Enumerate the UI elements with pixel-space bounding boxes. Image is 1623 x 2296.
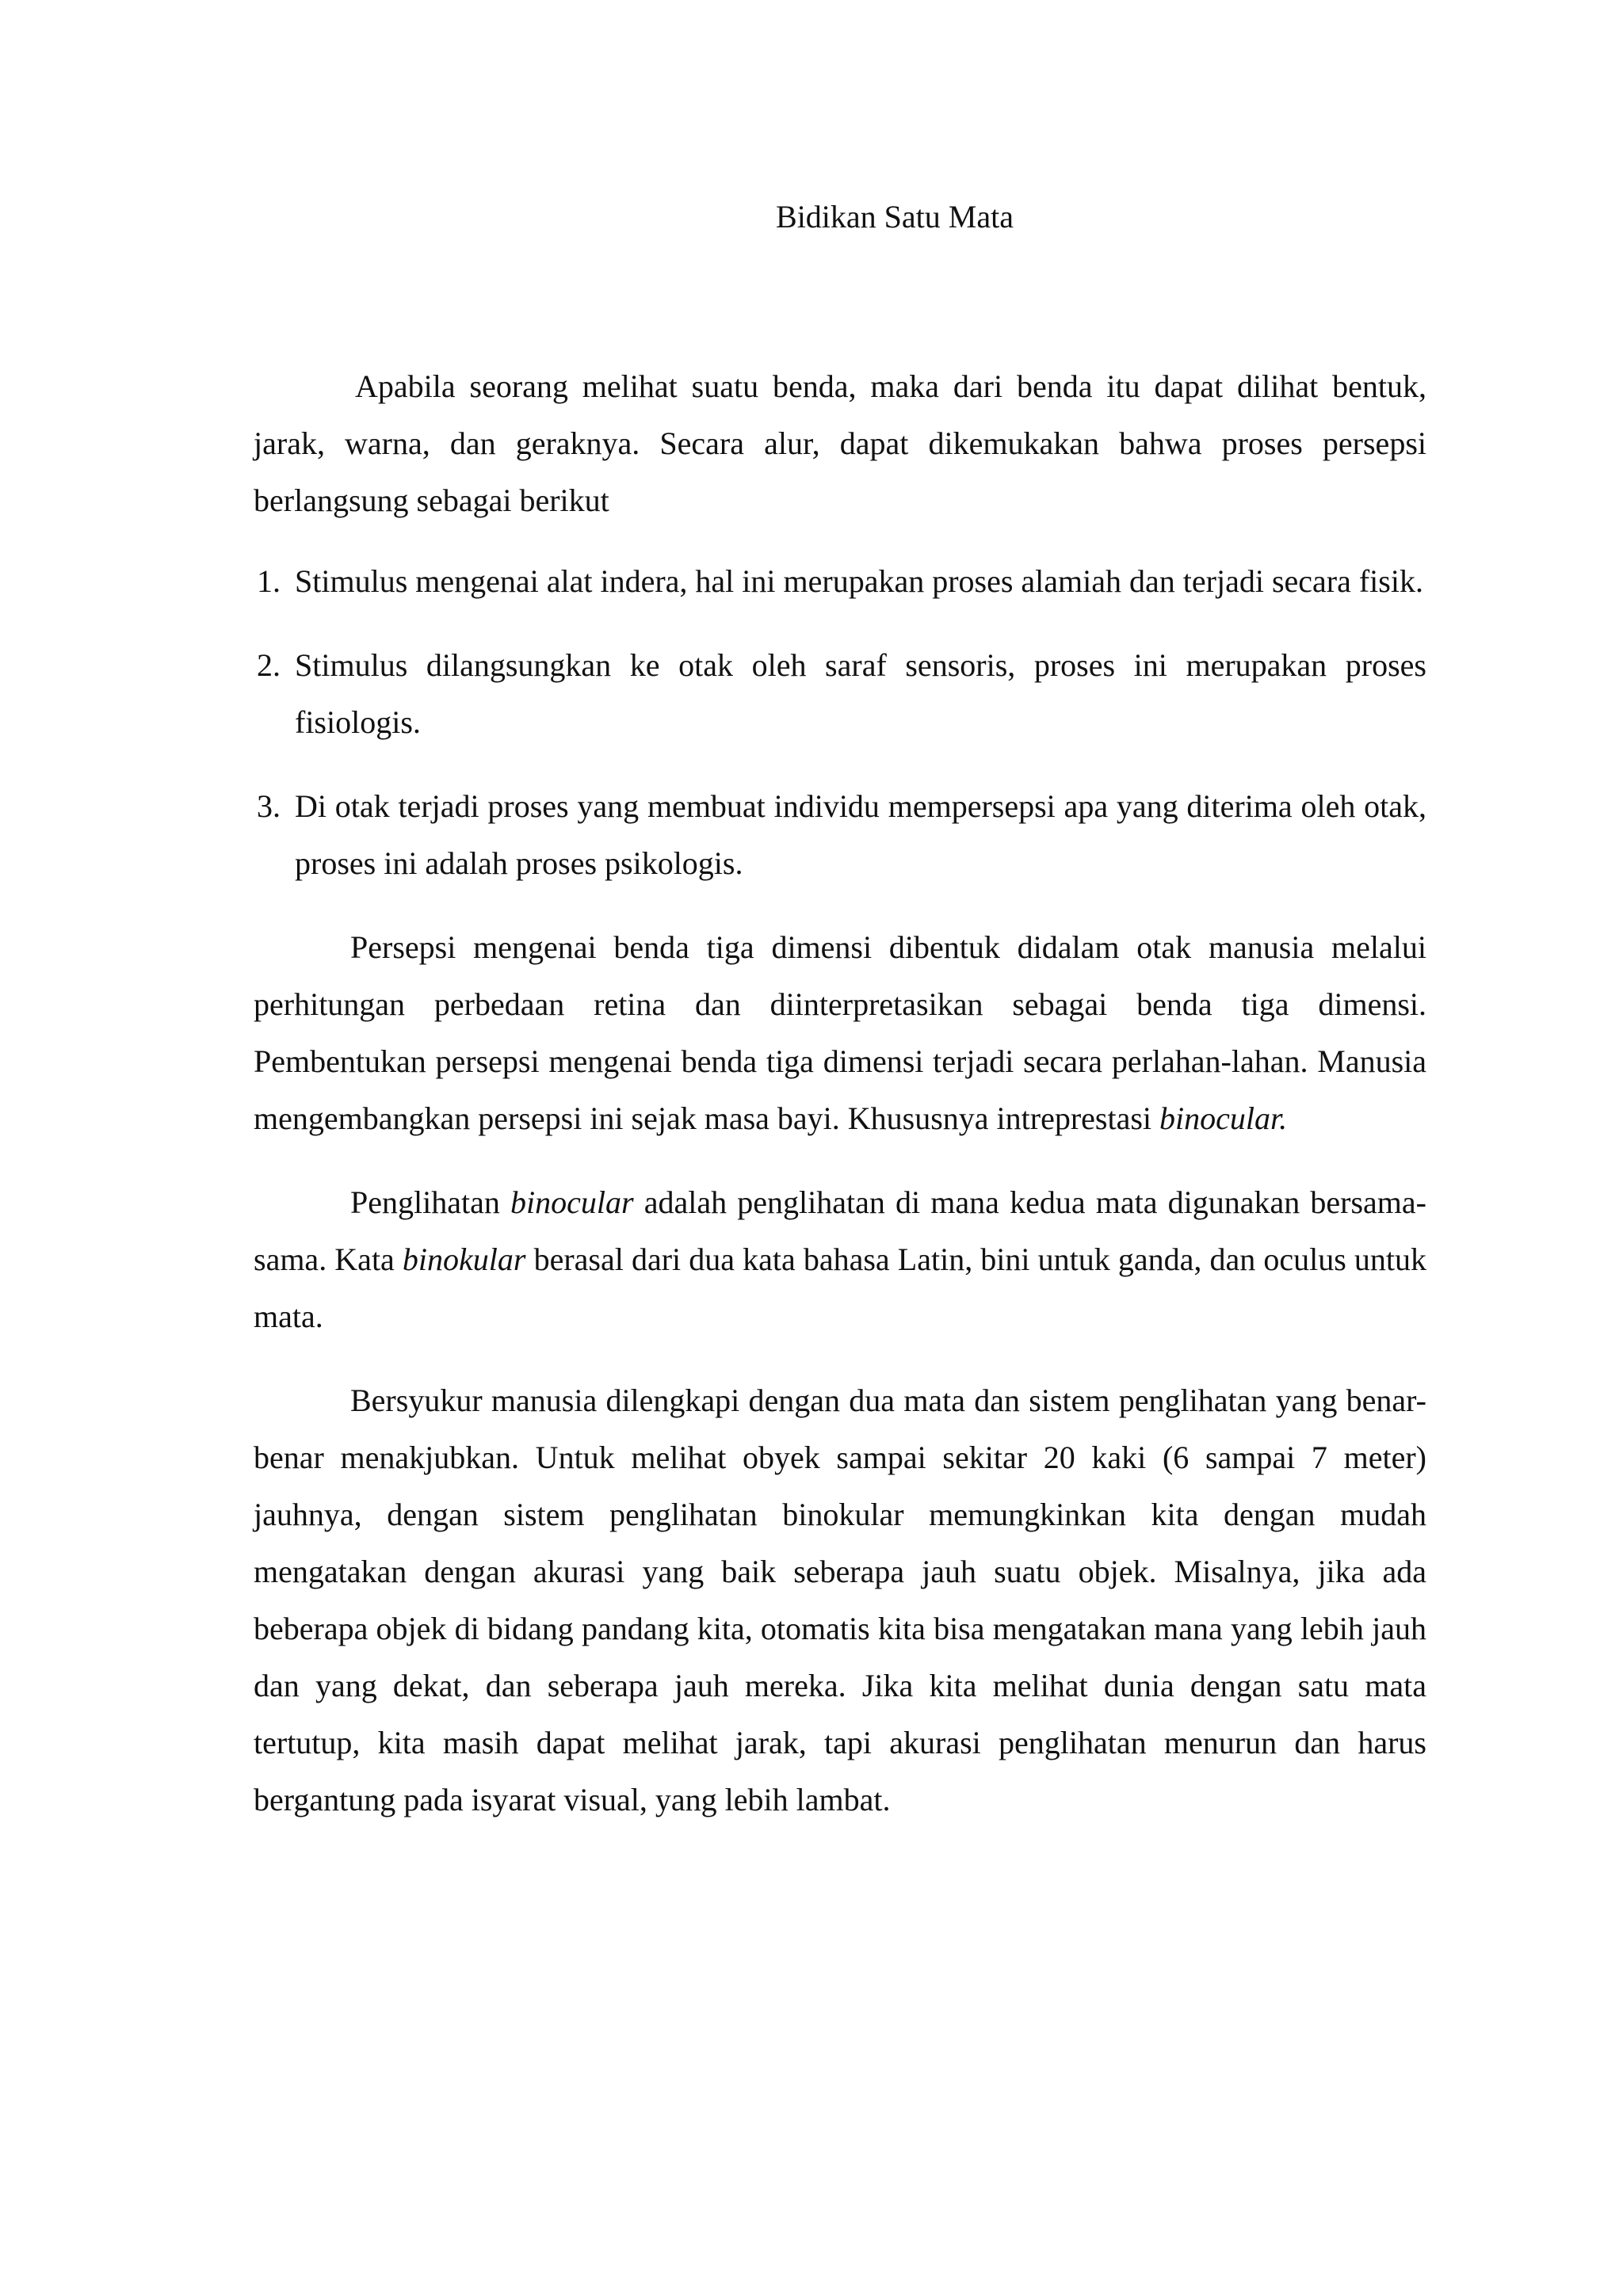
gratitude-paragraph: Bersyukur manusia dilengkapi dengan dua mata dan sistem penglihatan yang benar-benar menakjubkan. Untuk melihat obyek sampai sekitar 20 kaki (6 sampai 7 meter) jauhnya, dengan sistem penglihatan binokular memungkinkan kita dengan mudah mengatakan dengan akurasi yang baik seberapa jauh suatu objek. Misalnya, jika ada beberapa objek di bidang pandang kita, otomatis kita bisa mengatakan mana yang lebih jauh dan yang dekat, dan seberapa jauh mereka. Jika kita melihat dunia dengan satu mata tertutup, kita masih dapat melihat jarak, tapi akurasi penglihatan menurun dan harus bergantung pada isyarat visual, yang lebih lambat.	[254, 1383, 1426, 1817]
paragraph-text: Penglihatan	[350, 1184, 511, 1220]
perception-paragraph	[254, 919, 1426, 1147]
document-body	[254, 358, 1426, 1855]
list-item	[254, 778, 1426, 892]
list-item-number: 3.	[257, 788, 281, 824]
document-title: Bidikan Satu Mata	[776, 199, 1014, 235]
list-item-text: Stimulus mengenai alat indera, hal ini merupakan proses alamiah dan terjadi secara fisik.	[295, 563, 1423, 599]
list-item-number: 2.	[257, 647, 281, 683]
paragraph-text: adalah penglihatan di mana kedua mata digunakan bersama-sama. Kata	[254, 1184, 1426, 1277]
binocular-paragraph	[254, 1174, 1426, 1345]
list-item	[254, 637, 1426, 751]
list-item-text: Stimulus dilangsungkan ke otak oleh saraf sensoris, proses ini merupakan proses fisiologis.	[295, 647, 1426, 740]
italic-term: binocular	[510, 1184, 634, 1220]
italic-term: binokular	[402, 1241, 526, 1277]
list-item-text: Di otak terjadi proses yang membuat individu mempersepsi apa yang diterima oleh otak, proses ini adalah proses psikologis.	[295, 788, 1426, 881]
list-item-number: 1.	[257, 563, 281, 599]
paragraph-text: berasal dari dua kata bahasa Latin, bini untuk ganda, dan oculus untuk mata.	[254, 1241, 1426, 1334]
italic-term: binocular.	[1159, 1100, 1288, 1136]
process-steps-list	[254, 553, 1426, 892]
paragraph-text: Persepsi mengenai benda tiga dimensi dibentuk didalam otak manusia melalui perhitungan perbedaan retina dan diinterpretasikan sebagai benda tiga dimensi. Pembentukan persepsi mengenai benda tiga dimensi terjadi secara perlahan-lahan. Manusia mengembangkan persepsi ini sejak masa bayi. Khususnya intreprestasi	[254, 929, 1426, 1136]
list-item	[254, 553, 1426, 610]
intro-paragraph: Apabila seorang melihat suatu benda, maka dari benda itu dapat dilihat bentuk, jarak, warna, dan geraknya. Secara alur, dapat dikemukakan bahwa proses persepsi berlangsung sebagai berikut	[254, 368, 1426, 518]
